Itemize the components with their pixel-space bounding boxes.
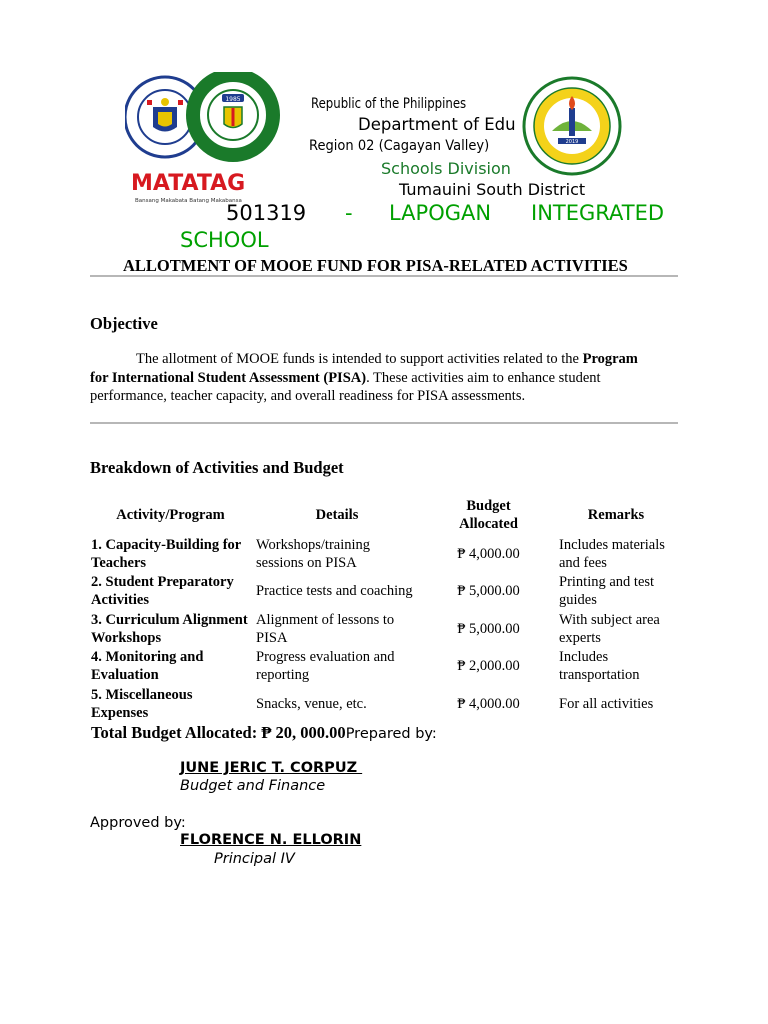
remarks-cell: Includes materials and fees bbox=[559, 536, 665, 571]
budget-cell: ₱ 4,000.00 bbox=[457, 695, 520, 712]
budget-cell: ₱ 4,000.00 bbox=[457, 545, 520, 562]
budget-cell: ₱ 5,000.00 bbox=[457, 583, 520, 600]
district-line: Tumauini South District bbox=[399, 180, 586, 199]
table-row bbox=[88, 535, 676, 573]
region-line: Region 02 (Cagayan Valley) bbox=[309, 138, 490, 154]
deped-matatag-logo bbox=[125, 72, 285, 207]
column-header-details: Details bbox=[315, 507, 359, 523]
approver-title: Principal IV bbox=[214, 851, 295, 867]
objective-bold-pisa: for International Student Assessment (PISA) bbox=[90, 369, 367, 386]
details-cell: Practice tests and coaching bbox=[256, 583, 413, 600]
objective-text-1: The allotment of MOOE funds is intended to support activities related to the bbox=[136, 351, 583, 367]
table-row bbox=[88, 685, 676, 723]
republic-line: Republic of the Philippines bbox=[311, 96, 467, 112]
table-header-row bbox=[88, 495, 676, 535]
details-cell: Snacks, venue, etc. bbox=[256, 695, 367, 712]
budget-cell: ₱ 2,000.00 bbox=[457, 658, 520, 675]
title-divider bbox=[90, 275, 678, 277]
column-header-remarks: Remarks bbox=[587, 507, 645, 523]
breakdown-heading: Breakdown of Activities and Budget bbox=[90, 458, 344, 477]
approved-by-label: Approved by: bbox=[90, 815, 186, 831]
objective-paragraph bbox=[90, 350, 678, 406]
remarks-cell: With subject area experts bbox=[559, 611, 660, 646]
activity-cell: 1. Capacity-Building for Teachers bbox=[91, 536, 241, 571]
remarks-cell: Includes transportation bbox=[559, 649, 640, 684]
activity-cell: 2. Student Preparatory Activities bbox=[91, 574, 234, 609]
column-header-budget: Budget Allocated bbox=[459, 498, 518, 532]
lapogan-school-seal-icon bbox=[522, 76, 622, 176]
approver-name: FLORENCE N. ELLORIN bbox=[180, 832, 362, 848]
svg-text:2019: 2019 bbox=[565, 139, 579, 145]
remarks-cell: Printing and test guides bbox=[559, 574, 655, 609]
division-seal-icon bbox=[193, 75, 273, 155]
activity-cell: 5. Miscellaneous Expenses bbox=[91, 686, 193, 721]
department-line: Department of Edu bbox=[358, 115, 516, 134]
objective-bold-program: Program bbox=[582, 351, 638, 367]
total-line bbox=[91, 723, 437, 743]
details-cell: Progress evaluation and reporting bbox=[256, 649, 395, 684]
column-header-activity: Activity/Program bbox=[116, 507, 225, 523]
budget-cell: ₱ 5,000.00 bbox=[457, 620, 520, 637]
matatag-tagline: Bansang Makabata Batang Makabansa bbox=[135, 198, 242, 204]
preparer-title: Budget and Finance bbox=[180, 778, 326, 794]
preparer-name: JUNE JERIC T. CORPUZ bbox=[180, 760, 363, 776]
objective-divider bbox=[90, 422, 678, 424]
school-id-dash: - bbox=[345, 201, 353, 225]
table-row bbox=[88, 610, 676, 648]
total-budget: Total Budget Allocated: ₱ 20, 000.00 bbox=[91, 723, 346, 742]
objective-text-2: . These activities aim to enhance student bbox=[366, 369, 601, 386]
objective-heading: Objective bbox=[90, 314, 158, 333]
document-title: ALLOTMENT OF MOOE FUND FOR PISA-RELATED ACTIVITIES bbox=[123, 256, 628, 275]
school-name-word-3: SCHOOL bbox=[180, 228, 269, 252]
prepared-by-label: Prepared by: bbox=[345, 726, 437, 742]
remarks-cell: For all activities bbox=[559, 695, 654, 712]
svg-text:1985: 1985 bbox=[225, 96, 241, 103]
school-name-word-2: INTEGRATED bbox=[531, 201, 665, 225]
school-name-word-1: LAPOGAN bbox=[389, 201, 492, 225]
school-id: 501319 bbox=[226, 201, 307, 225]
matatag-wordmark: MATATAG bbox=[131, 171, 246, 196]
schools-division-line: Schools Division bbox=[381, 159, 511, 178]
details-cell: Alignment of lessons to PISA bbox=[256, 611, 395, 646]
activity-cell: 4. Monitoring and Evaluation bbox=[91, 649, 204, 684]
activity-cell: 3. Curriculum Alignment Workshops bbox=[91, 611, 248, 646]
budget-table bbox=[88, 495, 676, 723]
table-row bbox=[88, 648, 676, 686]
objective-text-3: performance, teacher capacity, and overall readiness for PISA assessments. bbox=[90, 388, 526, 404]
table-row bbox=[88, 573, 676, 611]
details-cell: Workshops/training sessions on PISA bbox=[256, 536, 371, 571]
